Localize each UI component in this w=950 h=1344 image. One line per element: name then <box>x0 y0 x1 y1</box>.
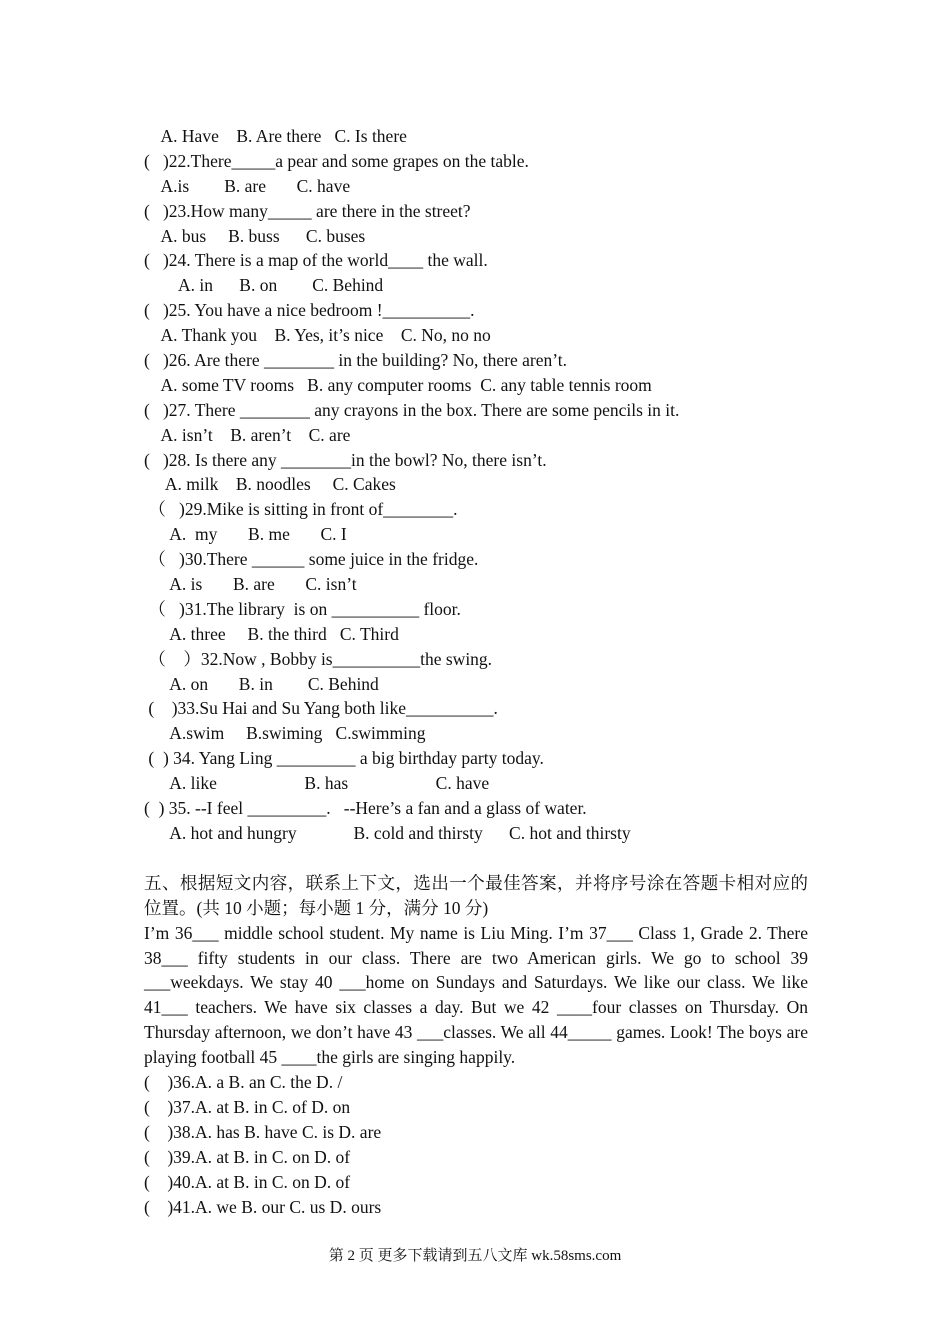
question-line: （ )31.The library is on __________ floor. <box>144 598 461 619</box>
cloze-passage: I’m 36___ middle school student. My name is Liu Ming. I’m 37___ Class 1, Grade 2. There 38___ fifty students in our class. There are two American girls. We go to school 39 ___weekdays. We stay 40 ___home on Sundays and Saturdays. We like our class. We like 41___ teachers. We have six classes a day. But we 42 ____four classes on Thursday. On Thursday afternoon, we don’t have 43 ___classes. We all 44_____ games. Look! The boys are playing football 45 ____the girls are singing happily. <box>144 922 808 1068</box>
question-line: ( ) 35. --I feel _________. --Here’s a fan and a glass of water. <box>144 798 587 819</box>
question-line: （ )29.Mike is sitting in front of________. <box>144 499 458 520</box>
question-line: A. Have B. Are there C. Is there <box>144 126 407 146</box>
questions-36-41 <box>144 1070 808 1219</box>
question-line: A. hot and hungry B. cold and thirsty C. hot and thirsty <box>144 822 631 843</box>
question-line: （ ）32.Now , Bobby is__________the swing. <box>144 648 493 669</box>
question-line: A. milk B. noodles C. Cakes <box>144 474 396 495</box>
question-line: ( )41.A. we B. our C. us D. ours <box>144 1196 382 1217</box>
question-line: ( )27. There ________ any crayons in the box. There are some pencils in it. <box>144 399 680 420</box>
question-line: （ )30.There ______ some juice in the fridge. <box>144 549 479 570</box>
question-line: A.swim B.swiming C.swimming <box>144 723 426 744</box>
question-line: A. in B. on C. Behind <box>144 275 384 296</box>
question-line: A. is B. are C. isn’t <box>144 574 357 595</box>
question-line: A. Thank you B. Yes, it’s nice C. No, no no <box>144 325 491 346</box>
section-five-heading: 五、根据短文内容，联系上下文，选出一个最佳答案，并将序号涂在答题卡相对应的位置。(共 10 小题；每小题 1 分，满分 10 分) <box>144 872 808 918</box>
question-line: ( )39.A. at B. in C. on D. of <box>144 1146 351 1167</box>
question-line: A. isn’t B. aren’t C. are <box>144 424 351 445</box>
question-line: A. three B. the third C. Third <box>144 623 399 644</box>
question-line: A. bus B. buss C. buses <box>144 225 366 246</box>
question-line: A.is B. are C. have <box>144 175 351 196</box>
question-line: ( )33.Su Hai and Su Yang both like__________. <box>144 698 498 719</box>
question-line: A. my B. me C. I <box>144 524 347 545</box>
question-line: ( )23.How many_____ are there in the street? <box>144 200 471 221</box>
question-line: ( )24. There is a map of the world____ the wall. <box>144 250 488 271</box>
question-line: ( )36.A. a B. an C. the D. / <box>144 1072 343 1093</box>
question-line: A. like B. has C. have <box>144 773 490 794</box>
question-line: ( )37.A. at B. in C. of D. on <box>144 1096 351 1117</box>
questions-22-35 <box>144 124 808 846</box>
question-line: ( )25. You have a nice bedroom !__________. <box>144 300 475 321</box>
question-line: A. on B. in C. Behind <box>144 673 379 694</box>
question-line: ( )26. Are there ________ in the building? No, there aren’t. <box>144 350 567 371</box>
question-line: A. some TV rooms B. any computer rooms C. any table tennis room <box>144 374 652 395</box>
question-line: ( )38.A. has B. have C. is D. are <box>144 1121 382 1142</box>
question-line: ( )22.There_____a pear and some grapes on the table. <box>144 150 529 171</box>
question-line: ( )28. Is there any ________in the bowl? No, there isn’t. <box>144 449 547 470</box>
page-footer: 第 2 页 更多下载请到五八文库 wk.58sms.com <box>328 1248 622 1264</box>
question-line: ( ) 34. Yang Ling _________ a big birthday party today. <box>144 748 544 769</box>
exam-content <box>144 124 808 1219</box>
question-line: ( )40.A. at B. in C. on D. of <box>144 1171 351 1192</box>
